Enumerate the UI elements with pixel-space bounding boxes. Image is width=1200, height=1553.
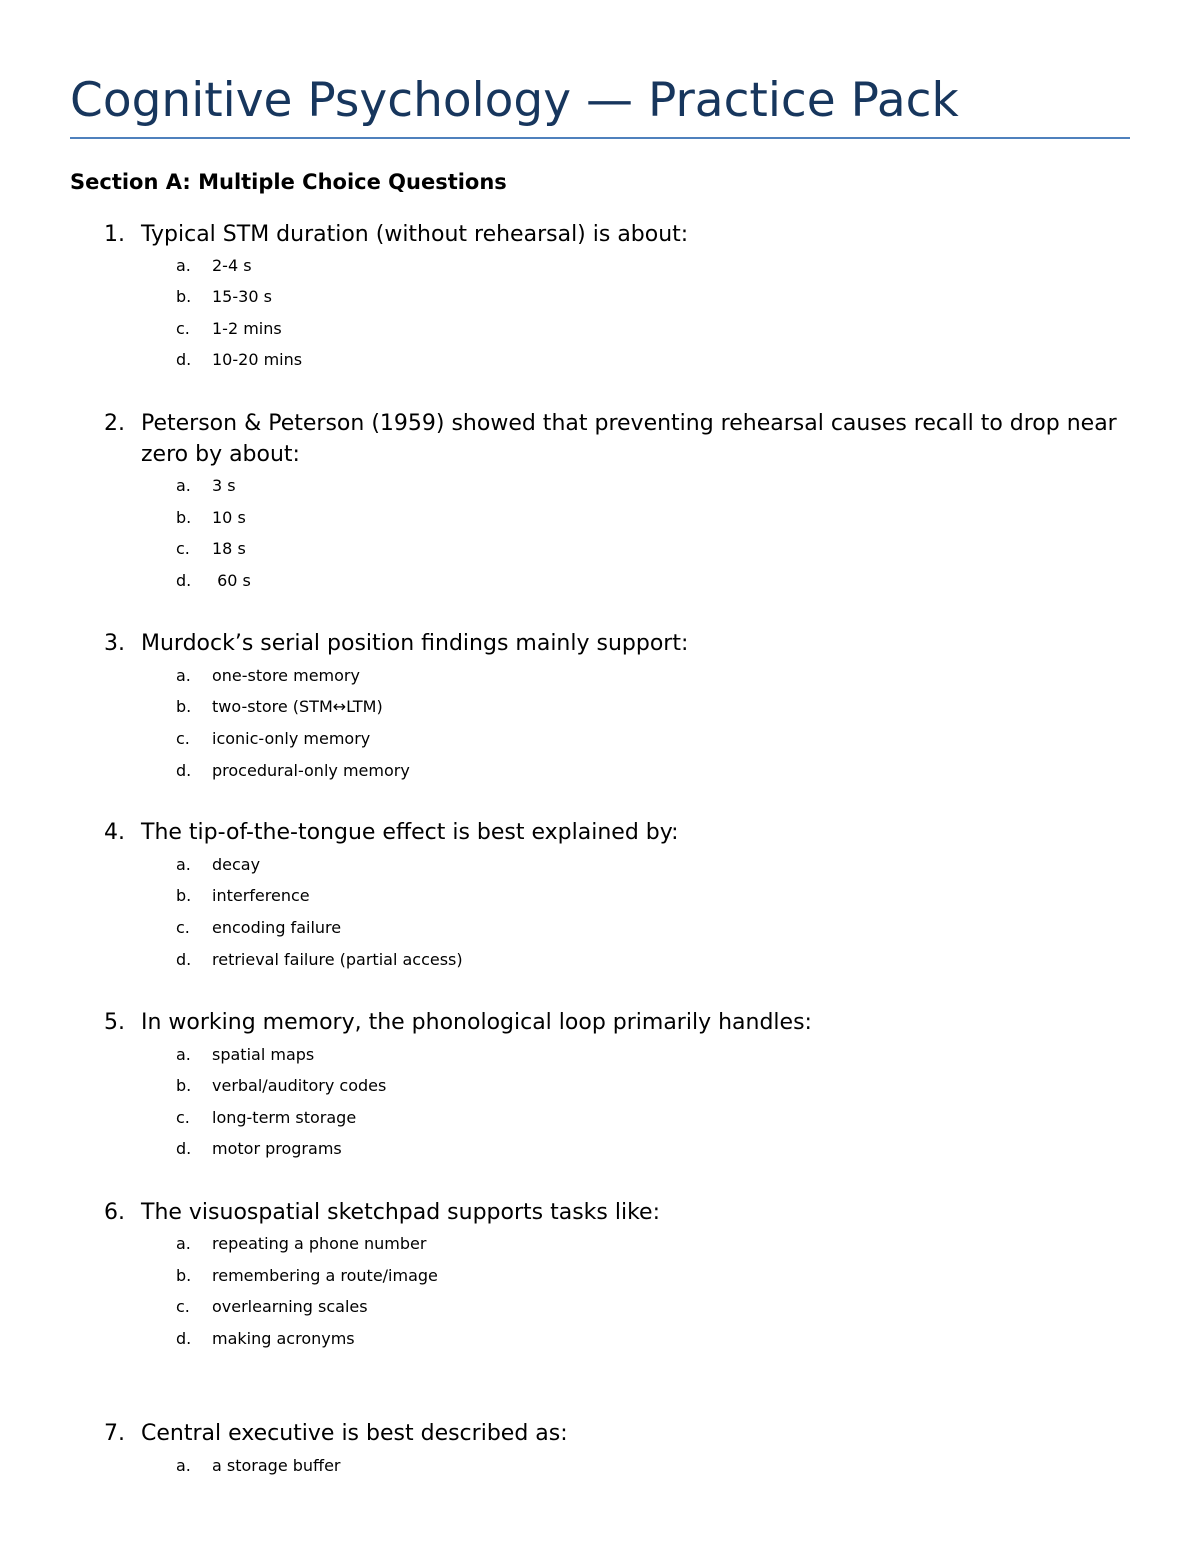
option-text: making acronyms (212, 1329, 355, 1348)
title-underline (70, 137, 1130, 139)
question-text: Murdock’s serial position findings mainly support: (141, 631, 689, 656)
question-3-option-b (0, 691, 1200, 722)
question-4-option-b (0, 880, 1200, 911)
question-7-option-a (0, 1450, 1200, 1481)
option-letter: c. (176, 539, 190, 558)
option-text: one-store memory (212, 666, 360, 685)
option-text: encoding failure (212, 918, 342, 937)
question-5-option-d (0, 1133, 1200, 1164)
question-number: 6. (104, 1200, 125, 1225)
question-text: Typical STM duration (without rehearsal) is about: (141, 222, 689, 247)
option-letter: d. (176, 350, 192, 369)
question-6-option-a (0, 1228, 1200, 1259)
question-number: 5. (104, 1010, 125, 1035)
option-text: 60 s (212, 571, 251, 590)
question-text: The visuospatial sketchpad supports tasks like: (141, 1200, 660, 1225)
question-text: Peterson & Peterson (1959) showed that preventing rehearsal causes recall to drop near zero by about: (141, 411, 1117, 467)
option-letter: b. (176, 508, 192, 527)
option-text: remembering a route/image (212, 1266, 438, 1285)
option-letter: d. (176, 761, 192, 780)
question-number: 4. (104, 820, 125, 845)
option-letter: a. (176, 1456, 191, 1475)
question-number: 7. (104, 1421, 125, 1446)
option-letter: b. (176, 697, 192, 716)
question-2-option-d (0, 565, 1200, 596)
question-2-option-c (0, 533, 1200, 564)
option-text: iconic-only memory (212, 729, 371, 748)
question-4-option-c (0, 912, 1200, 943)
question-6-option-c (0, 1291, 1200, 1322)
option-letter: d. (176, 950, 192, 969)
option-letter: a. (176, 256, 191, 275)
question-4-option-d (0, 944, 1200, 975)
option-text: 1-2 mins (212, 319, 282, 338)
question-3-option-c (0, 723, 1200, 754)
question-number: 1. (104, 222, 125, 247)
option-text: 3 s (212, 476, 236, 495)
option-text: two-store (STM↔LTM) (212, 697, 383, 716)
option-letter: c. (176, 1108, 190, 1127)
question-4-option-a (0, 849, 1200, 880)
question-text: The tip-of-the-tongue effect is best explained by: (141, 820, 679, 845)
option-letter: b. (176, 1266, 192, 1285)
question-number: 2. (104, 411, 125, 436)
option-text: spatial maps (212, 1045, 315, 1064)
page-title: Cognitive Psychology — Practice Pack (70, 73, 959, 128)
option-letter: b. (176, 1076, 192, 1095)
option-text: repeating a phone number (212, 1234, 427, 1253)
option-text: 15-30 s (212, 287, 272, 306)
question-2-option-b (0, 502, 1200, 533)
option-text: 10 s (212, 508, 246, 527)
option-text: 2-4 s (212, 256, 252, 275)
option-text: 10-20 mins (212, 350, 303, 369)
question-5-option-a (0, 1039, 1200, 1070)
question-3-option-d (0, 755, 1200, 786)
option-letter: d. (176, 1139, 192, 1158)
question-6-option-d (0, 1323, 1200, 1354)
option-text: procedural-only memory (212, 761, 410, 780)
option-letter: c. (176, 319, 190, 338)
question-2-option-a (0, 470, 1200, 501)
question-3-option-a (0, 660, 1200, 691)
option-letter: a. (176, 1234, 191, 1253)
option-letter: a. (176, 1045, 191, 1064)
option-letter: d. (176, 571, 192, 590)
question-text: In working memory, the phonological loop primarily handles: (141, 1010, 812, 1035)
option-letter: c. (176, 729, 190, 748)
option-text: motor programs (212, 1139, 342, 1158)
option-text: overlearning scales (212, 1297, 368, 1316)
option-letter: c. (176, 1297, 190, 1316)
option-letter: b. (176, 886, 192, 905)
question-6-option-b (0, 1260, 1200, 1291)
option-letter: c. (176, 918, 190, 937)
option-letter: a. (176, 855, 191, 874)
question-1-option-c (0, 313, 1200, 344)
option-letter: a. (176, 476, 191, 495)
option-text: retrieval failure (partial access) (212, 950, 463, 969)
option-letter: a. (176, 666, 191, 685)
question-number: 3. (104, 631, 125, 656)
option-letter: b. (176, 287, 192, 306)
question-1-option-b (0, 281, 1200, 312)
option-text: interference (212, 886, 310, 905)
option-text: long-term storage (212, 1108, 357, 1127)
option-text: decay (212, 855, 261, 874)
question-5-option-c (0, 1102, 1200, 1133)
option-text: 18 s (212, 539, 246, 558)
option-letter: d. (176, 1329, 192, 1348)
question-1-option-a (0, 250, 1200, 281)
section-heading: Section A: Multiple Choice Questions (70, 170, 507, 194)
option-text: verbal/auditory codes (212, 1076, 387, 1095)
option-text: a storage buffer (212, 1456, 341, 1475)
question-text: Central executive is best described as: (141, 1421, 568, 1446)
question-1-option-d (0, 344, 1200, 375)
question-5-option-b (0, 1070, 1200, 1101)
